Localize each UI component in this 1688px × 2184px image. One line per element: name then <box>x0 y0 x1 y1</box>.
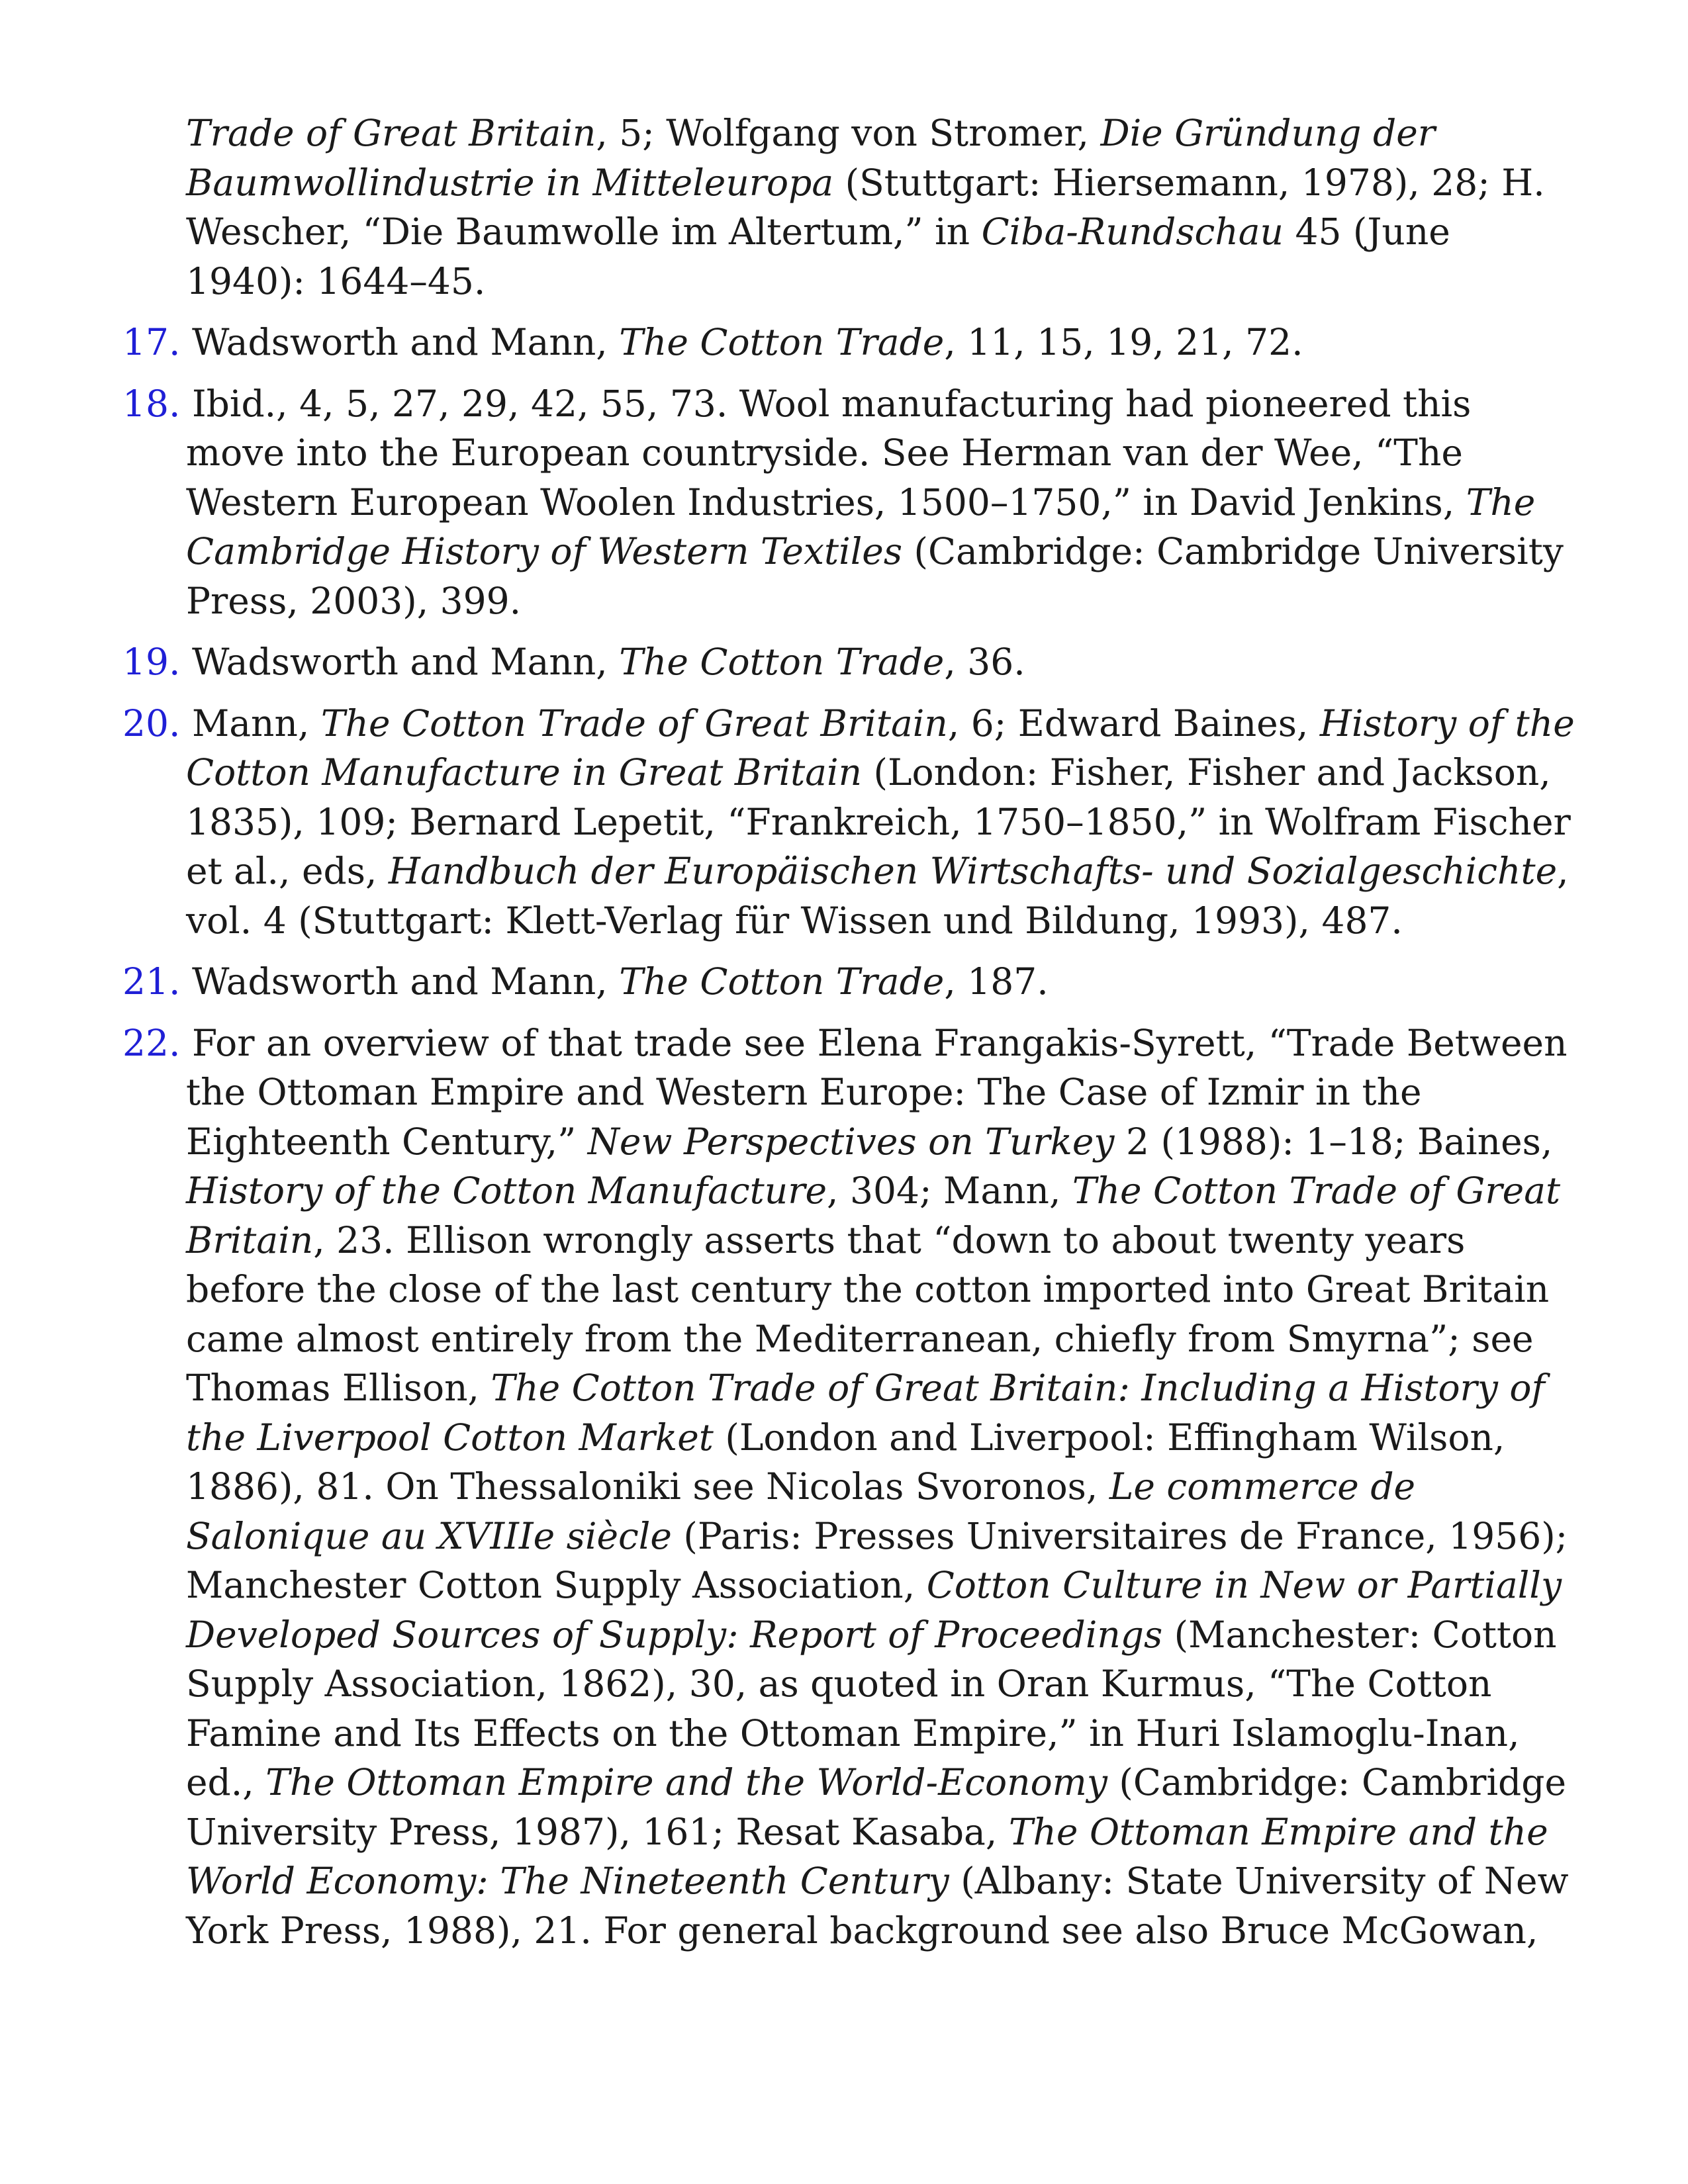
endnote-text <box>186 383 1564 622</box>
italic-title: Trade of Great Britain <box>186 112 596 154</box>
italic-title: Cotton Culture in New or Partially Developed Sources of Supply: Report of Proceedings <box>186 1564 1562 1656</box>
text-run: (Cambridge: Cambridge University Press, 1987), 161; Resat Kasaba, <box>186 1761 1567 1853</box>
text-run: (Cambridge: Cambridge University Press, 2003), 399. <box>186 530 1564 622</box>
endnote-text <box>192 321 1303 363</box>
text-run: For an overview of that trade see Elena Frangakis-Syrett, “Trade Between the Ottoman Empire and Western Europe: The Case of Izmir in the Eighteenth Century,” <box>186 1021 1568 1163</box>
text-run: Wadsworth and Mann, <box>191 641 620 683</box>
text-run: , 23. Ellison wrongly asserts that “down to about twenty years before the close of the last century the cotton imported into Great Britain came almost entirely from the Mediterranean, chiefly from Smyrna”; see Thomas Ellison, <box>186 1218 1550 1409</box>
text-run: , 5; Wolfgang von Stromer, <box>596 112 1101 154</box>
text-run: (Paris: Presses Universitaires de France, 1956); Manchester Cotton Supply Association, <box>186 1514 1568 1606</box>
italic-title: Handbuch der Europäischen Wirtschafts- und Sozialgeschichte <box>388 850 1558 892</box>
text-run: (Stuttgart: Hiersemann, 1978), 28; H. Wescher, “Die Baumwolle im Altertum,” in <box>186 161 1545 253</box>
endnote-number-link[interactable]: 20. <box>122 702 181 745</box>
text-run: , 11, 15, 19, 21, 72. <box>944 321 1303 363</box>
italic-title: The Ottoman Empire and the World Economy: The Nineteenth Century <box>186 1810 1548 1902</box>
text-run: , 187. <box>944 960 1049 1003</box>
italic-title: New Perspectives on Turkey <box>587 1120 1115 1163</box>
endnote <box>122 379 1579 626</box>
text-run: 45 (June 1940): 1644–45. <box>186 210 1450 302</box>
italic-title: Ciba-Rundschau <box>981 210 1284 253</box>
text-run: (Albany: State University of New York Press, 1988), 21. For general background see also Bruce McGowan, <box>186 1860 1569 1952</box>
italic-title: The Cotton Trade of Great Britain <box>186 1169 1561 1261</box>
endnote-text <box>186 1022 1569 1952</box>
text-run: , 6; Edward Baines, <box>947 702 1320 745</box>
endnote <box>122 109 1579 306</box>
text-run: (London and Liverpool: Effingham Wilson, 1886), 81. On Thessaloniki see Nicolas Svoronos, <box>186 1416 1505 1508</box>
italic-title: Le commerce de Salonique au XVIIIe siècle <box>186 1465 1416 1557</box>
italic-title: The Cambridge History of Western Textiles <box>186 480 1536 572</box>
endnote-text <box>186 112 1545 302</box>
endnote-number-link[interactable]: 18. <box>122 382 181 425</box>
italic-title: The Cotton Trade <box>619 641 945 683</box>
endnote <box>122 957 1579 1007</box>
endnote-text <box>192 960 1049 1003</box>
italic-title: Die Gründung der Baumwollindustrie in Mitteleuropa <box>186 112 1436 204</box>
text-run: Wadsworth and Mann, <box>191 960 620 1003</box>
italic-title: The Cotton Trade of Great Britain: Including a History of the Liverpool Cotton Market <box>186 1367 1545 1459</box>
endnote <box>122 699 1579 946</box>
text-run: , vol. 4 (Stuttgart: Klett-Verlag für Wissen und Bildung, 1993), 487. <box>186 850 1569 942</box>
text-run: 2 (1988): 1–18; Baines, <box>1114 1120 1553 1163</box>
text-run: (Manchester: Cotton Supply Association, 1862), 30, as quoted in Oran Kurmus, “The Cotton Famine and Its Effects on the Ottoman Empire,” in Huri Islamoglu-Inan, ed., <box>186 1613 1557 1803</box>
italic-title: The Ottoman Empire and the World-Economy <box>265 1761 1107 1803</box>
text-run: Ibid., 4, 5, 27, 29, 42, 55, 73. Wool manufacturing had pioneered this move into the European countryside. See Herman van der Wee, “The Western European Woolen Industries, 1500–1750,” in David Jenkins, <box>186 382 1472 523</box>
italic-title: History of the Cotton Manufacture <box>186 1169 827 1212</box>
text-run: Wadsworth and Mann, <box>191 321 620 363</box>
italic-title: The Cotton Trade of Great Britain <box>320 702 948 745</box>
italic-title: The Cotton Trade <box>619 960 945 1003</box>
endnote-number-link[interactable]: 19. <box>122 641 181 683</box>
italic-title: History of the Cotton Manufacture in Great Britain <box>186 702 1575 794</box>
text-run: (London: Fisher, Fisher and Jackson, 1835), 109; Bernard Lepetit, “Frankreich, 1750–1850,” in Wolfram Fischer et al., eds, <box>186 751 1571 892</box>
endnotes-page <box>122 109 1579 1967</box>
italic-title: The Cotton Trade <box>619 321 945 363</box>
endnote-number-link[interactable]: 17. <box>122 321 181 363</box>
text-run: Mann, <box>191 702 321 745</box>
text-run: , 304; Mann, <box>827 1169 1072 1212</box>
endnote <box>122 1019 1579 1956</box>
endnote-number-link[interactable]: 21. <box>122 960 181 1003</box>
endnote-text <box>192 641 1025 683</box>
endnote <box>122 637 1579 687</box>
text-run: , 36. <box>944 641 1025 683</box>
endnote-number-link[interactable]: 22. <box>122 1021 181 1064</box>
endnote <box>122 318 1579 367</box>
endnote-text <box>186 702 1575 942</box>
